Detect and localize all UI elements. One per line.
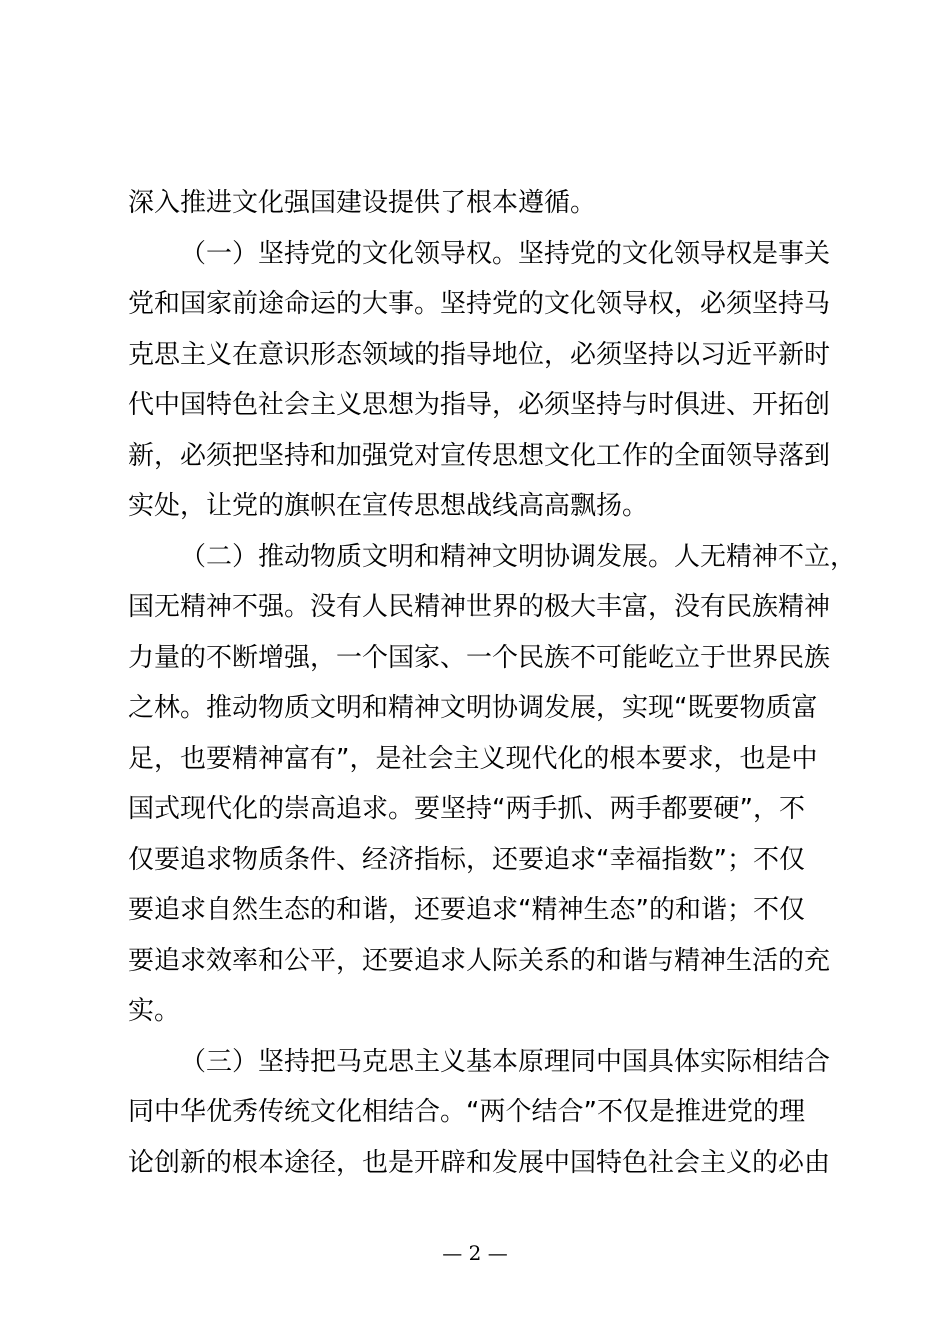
text-line: 力量的不断增强，一个国家、一个民族不可能屹立于世界民族 [128,642,831,673]
text-line: 新，必须把坚持和加强党对宣传思想文化工作的全面领导落到 [128,440,831,471]
text-line: 仅要追求物质条件、经济指标，还要追求“幸福指数”；不仅 [128,844,805,875]
text-line: 实处，让党的旗帜在宣传思想战线高高飘扬。 [128,491,649,521]
text-line: 足，也要精神富有”，是社会主义现代化的根本要求，也是中 [128,743,818,774]
text-line: 同中华优秀传统文化相结合。“两个结合”不仅是推进党的理 [128,1097,805,1127]
text-line: 党和国家前途命运的大事。坚持党的文化领导权，必须坚持马 [128,289,831,319]
paragraph-heading-2: （二）推动物质文明和精神文明协调发展。人无精神不立， [180,541,857,572]
text-line: 代中国特色社会主义思想为指导，必须坚持与时俱进、开拓创 [128,390,831,420]
text-line: 国式现代化的崇高追求。要坚持“两手抓、两手都要硬”，不 [128,794,805,824]
page-number: — 2 — [442,1241,508,1265]
text-line: 之林。推动物质文明和精神文明协调发展，实现“既要物质富 [128,693,818,723]
text-line: 要追求效率和公平，还要追求人际关系的和谐与精神生活的充 [128,945,831,976]
document-body [128,178,857,1188]
paragraph-heading-3: （三）坚持把马克思主义基本原理同中国具体实际相结合 [180,1046,831,1077]
text-line: 要追求自然生态的和谐，还要追求“精神生态”的和谐；不仅 [128,895,805,925]
text-line: 克思主义在意识形态领域的指导地位，必须坚持以习近平新时 [128,339,831,370]
text-line: 深入推进文化强国建设提供了根本遵循。 [128,188,597,218]
text-line: 论创新的根本途径，也是开辟和发展中国特色社会主义的必由 [128,1147,831,1178]
text-line: 实。 [128,996,181,1026]
paragraph-heading-1: （一）坚持党的文化领导权。坚持党的文化领导权是事关 [180,238,831,269]
text-line: 国无精神不强。没有人民精神世界的极大丰富，没有民族精神 [128,592,831,622]
